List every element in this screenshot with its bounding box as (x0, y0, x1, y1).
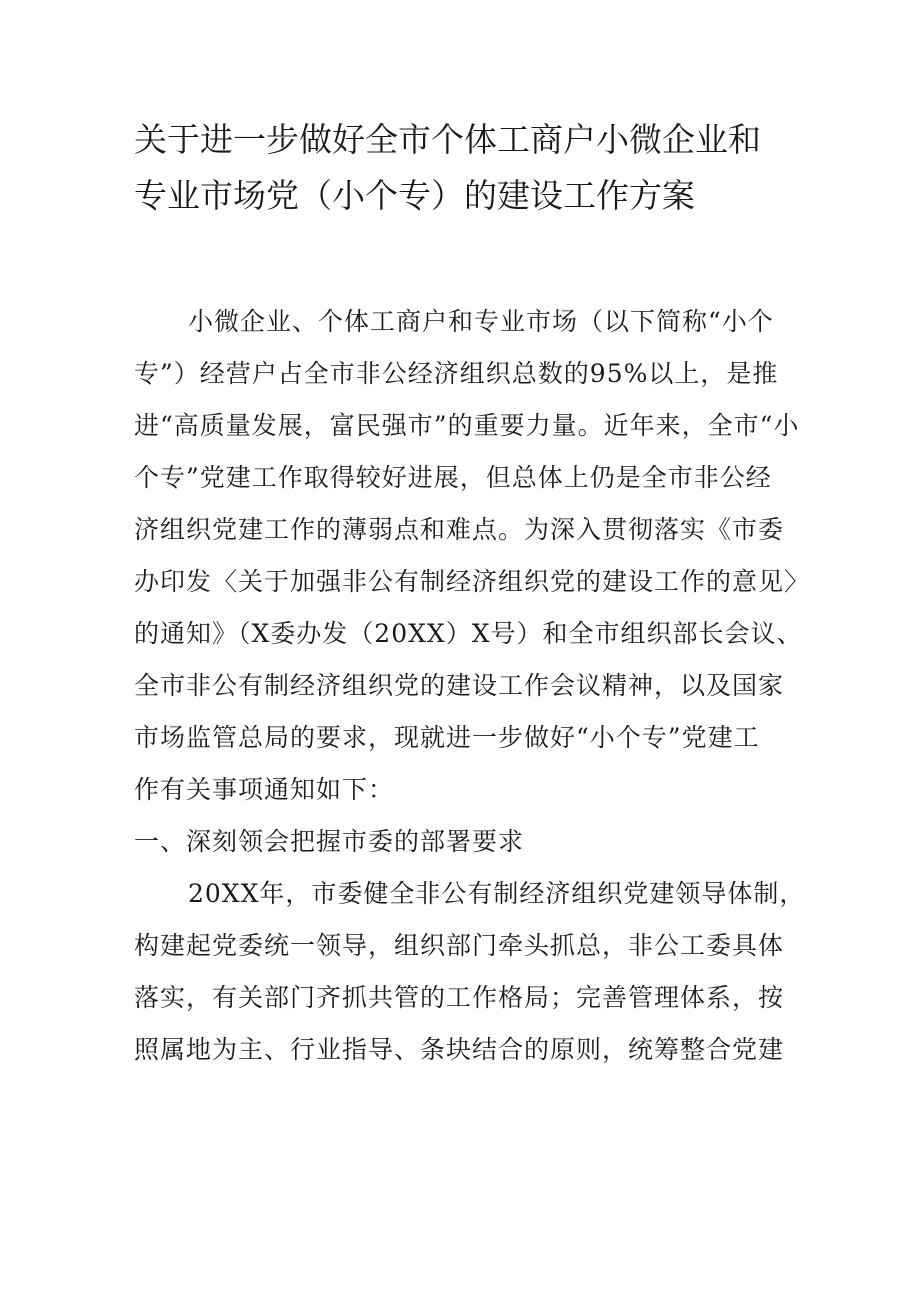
paragraph-line: 专”）经营户占全市非公经济组织总数的95%以上，是推 (134, 359, 779, 388)
paragraph-line: 个专”党建工作取得较好进展，但总体上仍是全市非公经 (134, 463, 772, 492)
paragraph-line: 构建起党委统一领导，组织部门牵头抓总，非公工委具体 (134, 931, 785, 960)
paragraph-line: 小微企业、个体工商户和专业市场（以下简称“小个 (188, 307, 774, 336)
paragraph-line: 20XX年，市委健全非公有制经济组织党建领导体制， (188, 879, 806, 908)
paragraph-line: 的通知》（X委办发（20XX）X号）和全市组织部长会议、 (134, 619, 803, 648)
paragraph-line: 办印发〈关于加强非公有制经济组织党的建设工作的意见〉 (134, 567, 811, 596)
title-line-1: 关于进一步做好全市个体工商户小微企业和 (134, 120, 761, 159)
document-title (134, 112, 814, 224)
paragraph-line: 作有关事项通知如下： (134, 775, 395, 804)
document-body (134, 296, 811, 1076)
paragraph-line: 进“高质量发展，富民强市”的重要力量。近年来，全市“小 (134, 411, 800, 440)
paragraph-line: 落实，有关部门齐抓共管的工作格局；完善管理体系，按 (134, 983, 785, 1012)
section-heading: 一、深刻领会把握市委的部署要求 (134, 827, 525, 856)
title-line-2: 专业市场党（小个专）的建设工作方案 (134, 176, 695, 215)
paragraph-line: 照属地为主、行业指导、条块结合的原则，统筹整合党建 (134, 1035, 785, 1064)
paragraph-line: 全市非公有制经济组织党的建设工作会议精神，以及国家 (134, 671, 785, 700)
paragraph-line: 济组织党建工作的薄弱点和难点。为深入贯彻落实《市委 (134, 515, 785, 544)
paragraph-line: 市场监管总局的要求，现就进一步做好“小个专”党建工 (134, 723, 760, 752)
